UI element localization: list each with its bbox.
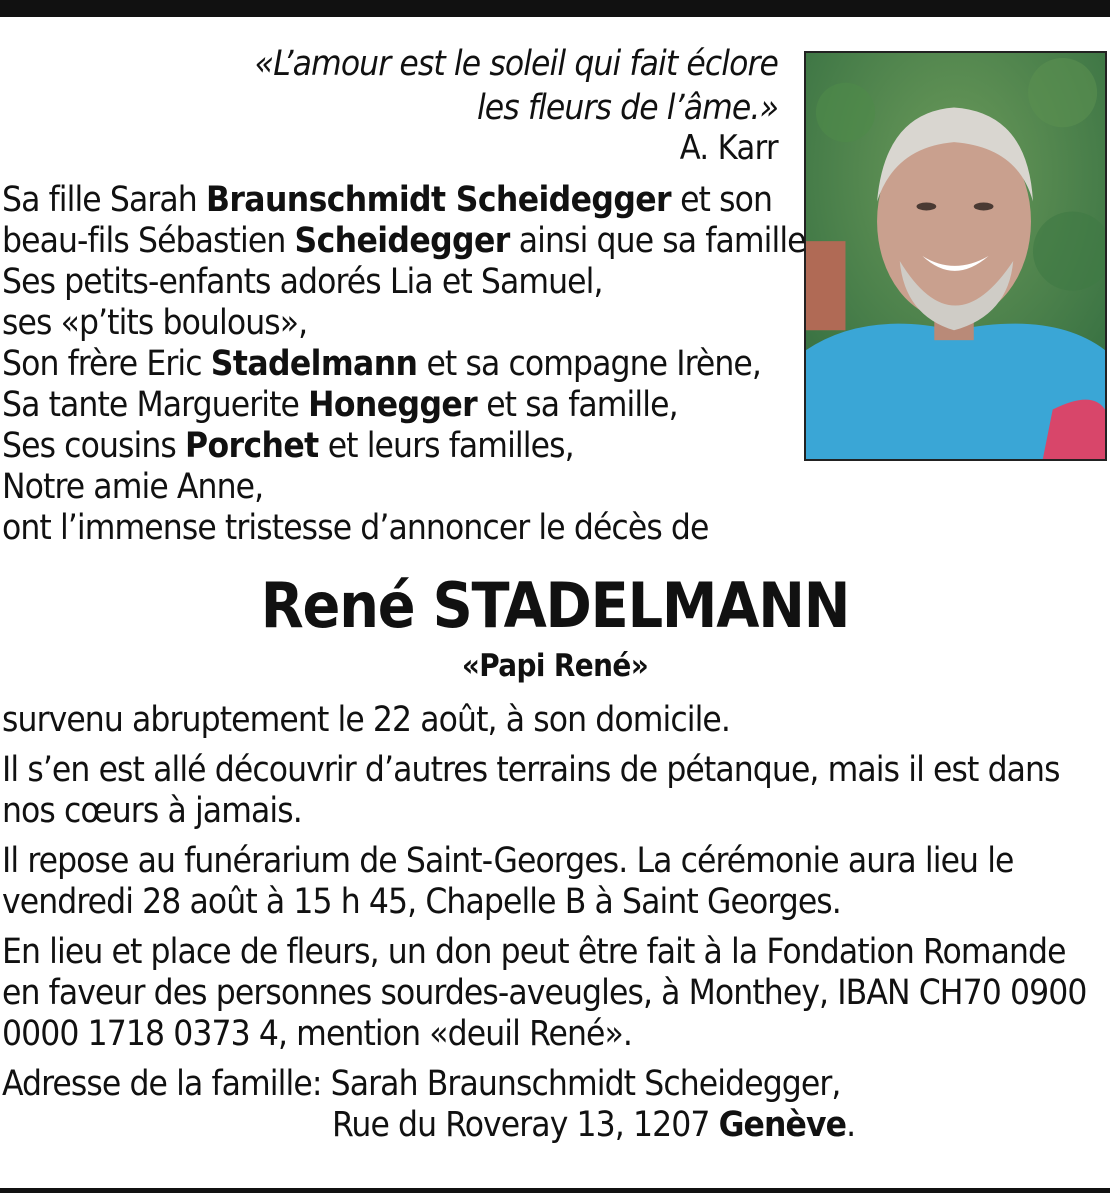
bottom-rule bbox=[0, 1188, 1110, 1193]
family-surname: Braunschmidt Scheidegger bbox=[205, 180, 671, 220]
family-text: Son frère Eric bbox=[2, 344, 211, 384]
family-surname: Porchet bbox=[185, 426, 319, 466]
top-rule bbox=[0, 0, 1110, 17]
address-text: . bbox=[846, 1105, 856, 1145]
paragraph-donation: En lieu et place de fleurs, un don peut être fait à la Fondation Romande en faveur des personnes sourdes-aveugles, à Monthey, IBAN CH70 0900 0000 1718 0373 4, mention «deuil René». bbox=[2, 932, 1087, 1054]
family-line-3: Ses petits-enfants adorés Lia et Samuel, bbox=[2, 262, 603, 302]
family-address-line-2 bbox=[2, 1105, 1108, 1146]
family-text: et sa famille, bbox=[477, 385, 678, 425]
portrait-photo-image bbox=[806, 53, 1105, 459]
family-line-7 bbox=[2, 426, 792, 467]
deceased-name: René STADELMANN bbox=[260, 569, 850, 642]
quote-line-2: les fleurs de l’âme.» bbox=[476, 88, 778, 128]
family-text: ainsi que sa famille bbox=[509, 221, 806, 261]
family-line-9: ont l’immense tristesse d’annoncer le décès de bbox=[2, 508, 709, 548]
address-text: Rue du Roveray 13, 1207 bbox=[332, 1105, 719, 1145]
family-text: Sa fille Sarah bbox=[2, 180, 206, 220]
family-announcement bbox=[2, 180, 806, 549]
family-text: Sa tante Marguerite bbox=[2, 385, 309, 425]
family-surname: Stadelmann bbox=[210, 344, 418, 384]
family-text: Ses cousins bbox=[2, 426, 186, 466]
family-text: et sa compagne Irène, bbox=[417, 344, 762, 384]
paragraph-tribute: Il s’en est allé découvrir d’autres terrains de pétanque, mais il est dans nos cœurs à jamais. bbox=[2, 750, 1060, 831]
obituary-body bbox=[2, 700, 1108, 1146]
family-line-8: Notre amie Anne, bbox=[2, 467, 264, 507]
quote-author: A. Karr bbox=[679, 128, 778, 168]
quote-line-1: «L’amour est le soleil qui fait éclore bbox=[254, 44, 778, 84]
address-city: Genève bbox=[718, 1105, 847, 1145]
family-line-5 bbox=[2, 344, 792, 385]
family-surname: Scheidegger bbox=[294, 221, 510, 261]
portrait-photo bbox=[804, 51, 1107, 461]
family-text: beau-fils Sébastien bbox=[2, 221, 295, 261]
family-line-4: ses «p’tits boulous», bbox=[2, 303, 308, 343]
family-address-line-1: Adresse de la famille: Sarah Braunschmidt Scheidegger, bbox=[2, 1064, 841, 1104]
paragraph-ceremony: Il repose au funérarium de Saint-Georges. La cérémonie aura lieu le vendredi 28 août à 15 h 45, Chapelle B à Saint Georges. bbox=[2, 841, 1014, 922]
family-text: et son bbox=[670, 180, 773, 220]
deceased-nickname: «Papi René» bbox=[461, 648, 649, 684]
family-text: et leurs familles, bbox=[318, 426, 574, 466]
family-surname: Honegger bbox=[308, 385, 478, 425]
family-line-2 bbox=[2, 221, 806, 262]
family-line-6 bbox=[2, 385, 792, 426]
family-line-1 bbox=[2, 180, 792, 221]
paragraph-death: survenu abruptement le 22 août, à son domicile. bbox=[2, 700, 731, 740]
epigraph-quote bbox=[255, 42, 778, 130]
